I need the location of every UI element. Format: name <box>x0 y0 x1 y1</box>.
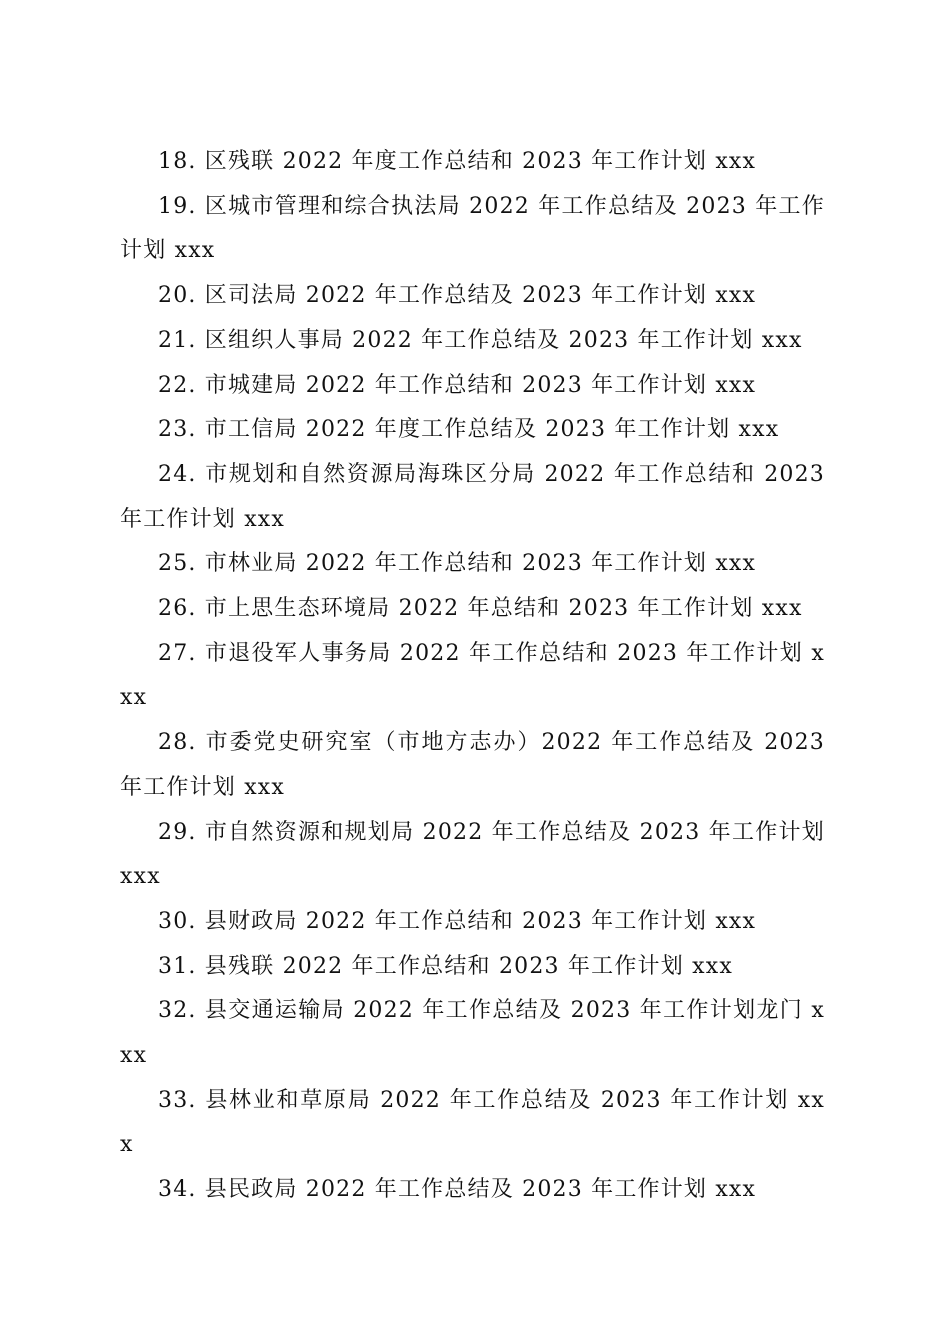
document-list <box>120 140 825 1213</box>
list-item: 22. 市城建局 2022 年工作总结和 2023 年工作计划 xxx <box>158 372 757 398</box>
list-item: 32. 县交通运输局 2022 年工作总结及 2023 年工作计划龙门 xxx <box>120 998 825 1069</box>
list-item: 21. 区组织人事局 2022 年工作总结及 2023 年工作计划 xxx <box>158 327 803 353</box>
list-item: 26. 市上思生态环境局 2022 年总结和 2023 年工作计划 xxx <box>158 596 803 622</box>
list-item: 34. 县民政局 2022 年工作总结及 2023 年工作计划 xxx <box>158 1177 757 1203</box>
list-item: 19. 区城市管理和综合执法局 2022 年工作总结及 2023 年工作计划 xxx <box>120 193 825 264</box>
list-item: 30. 县财政局 2022 年工作总结和 2023 年工作计划 xxx <box>158 908 757 934</box>
list-item: 28. 市委党史研究室（市地方志办）2022 年工作总结及 2023 年工作计划 xxx <box>120 730 825 800</box>
list-item: 18. 区残联 2022 年度工作总结和 2023 年工作计划 xxx <box>158 149 757 174</box>
list-item: 27. 市退役军人事务局 2022 年工作总结和 2023 年工作计划 xxx <box>120 640 825 711</box>
list-item: 24. 市规划和自然资源局海珠区分局 2022 年工作总结和 2023 年工作计划 xxx <box>120 461 825 532</box>
list-item: 31. 县残联 2022 年工作总结和 2023 年工作计划 xxx <box>158 953 733 979</box>
list-item: 29. 市自然资源和规划局 2022 年工作总结及 2023 年工作计划 xxx <box>120 819 825 890</box>
list-item: 23. 市工信局 2022 年度工作总结及 2023 年工作计划 xxx <box>158 417 780 443</box>
list-item: 25. 市林业局 2022 年工作总结和 2023 年工作计划 xxx <box>158 551 757 577</box>
list-item: 33. 县林业和草原局 2022 年工作总结及 2023 年工作计划 xxx <box>120 1087 825 1158</box>
list-item: 20. 区司法局 2022 年工作总结及 2023 年工作计划 xxx <box>158 283 757 309</box>
